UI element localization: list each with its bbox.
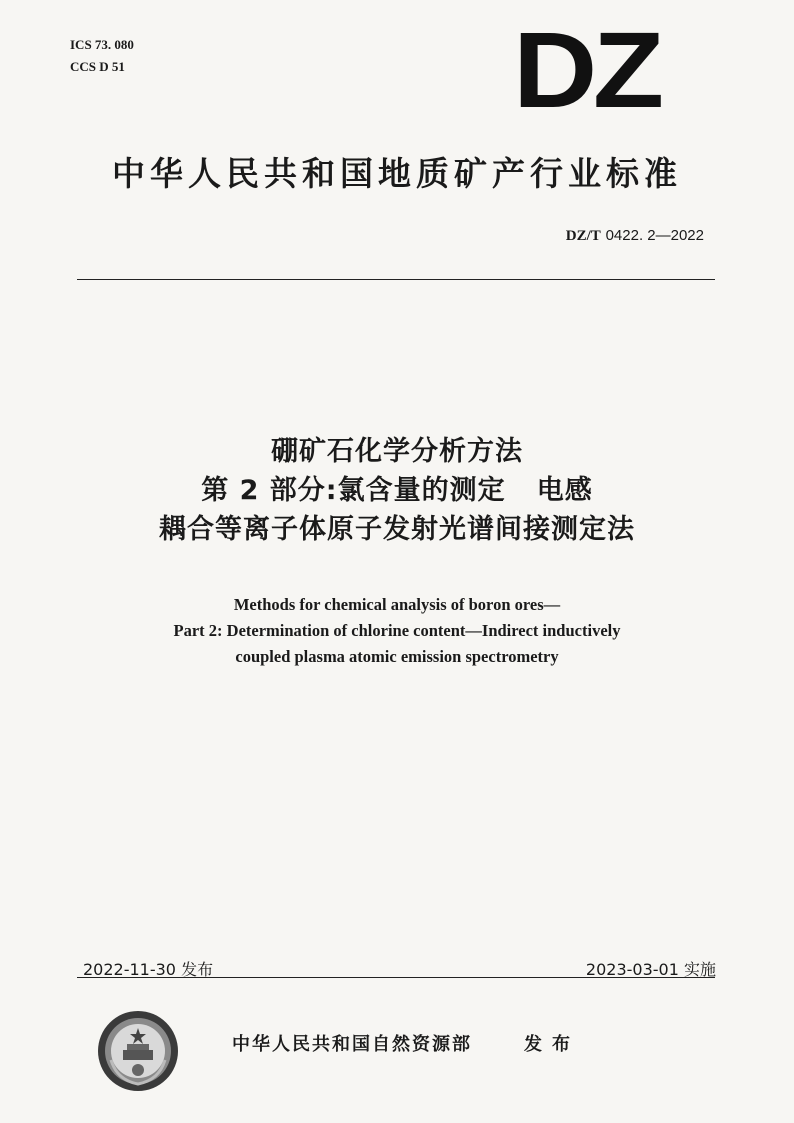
classification-codes	[70, 34, 134, 78]
chinese-title	[0, 432, 794, 549]
english-title-line-1: Methods for chemical analysis of boron ores—	[233, 595, 561, 614]
ccs-code: CCS D 51	[70, 59, 125, 74]
implementation-date: 2023-03-01 实施	[585, 960, 716, 979]
standard-code-prefix: DZ/T	[565, 228, 601, 244]
national-emblem-icon	[97, 1010, 179, 1092]
standard-category-title: 中华人民共和国地质矿产行业标准	[112, 154, 682, 193]
chinese-title-line-1: 硼矿石化学分析方法	[271, 436, 523, 467]
ics-code: ICS 73. 080	[70, 37, 134, 52]
english-title	[0, 592, 794, 670]
footer-divider	[77, 977, 715, 978]
issue-label: 发布	[524, 1034, 580, 1055]
issue-date: 2022-11-30 发布	[83, 960, 214, 979]
standard-code	[566, 226, 704, 245]
chinese-title-line-2: 第 2 部分:氯含量的测定 电感	[201, 475, 593, 506]
dz-logo: DZ	[513, 9, 660, 130]
standard-code-number: 0422. 2—2022	[605, 227, 704, 244]
chinese-title-line-3: 耦合等离子体原子发射光谱间接测定法	[159, 514, 635, 545]
english-title-line-2: Part 2: Determination of chlorine content—Indirect inductively	[173, 621, 621, 640]
english-title-line-3: coupled plasma atomic emission spectrometry	[235, 647, 559, 666]
header-divider	[77, 279, 715, 280]
issuing-authority: 中华人民共和国自然资源部	[232, 1034, 472, 1055]
